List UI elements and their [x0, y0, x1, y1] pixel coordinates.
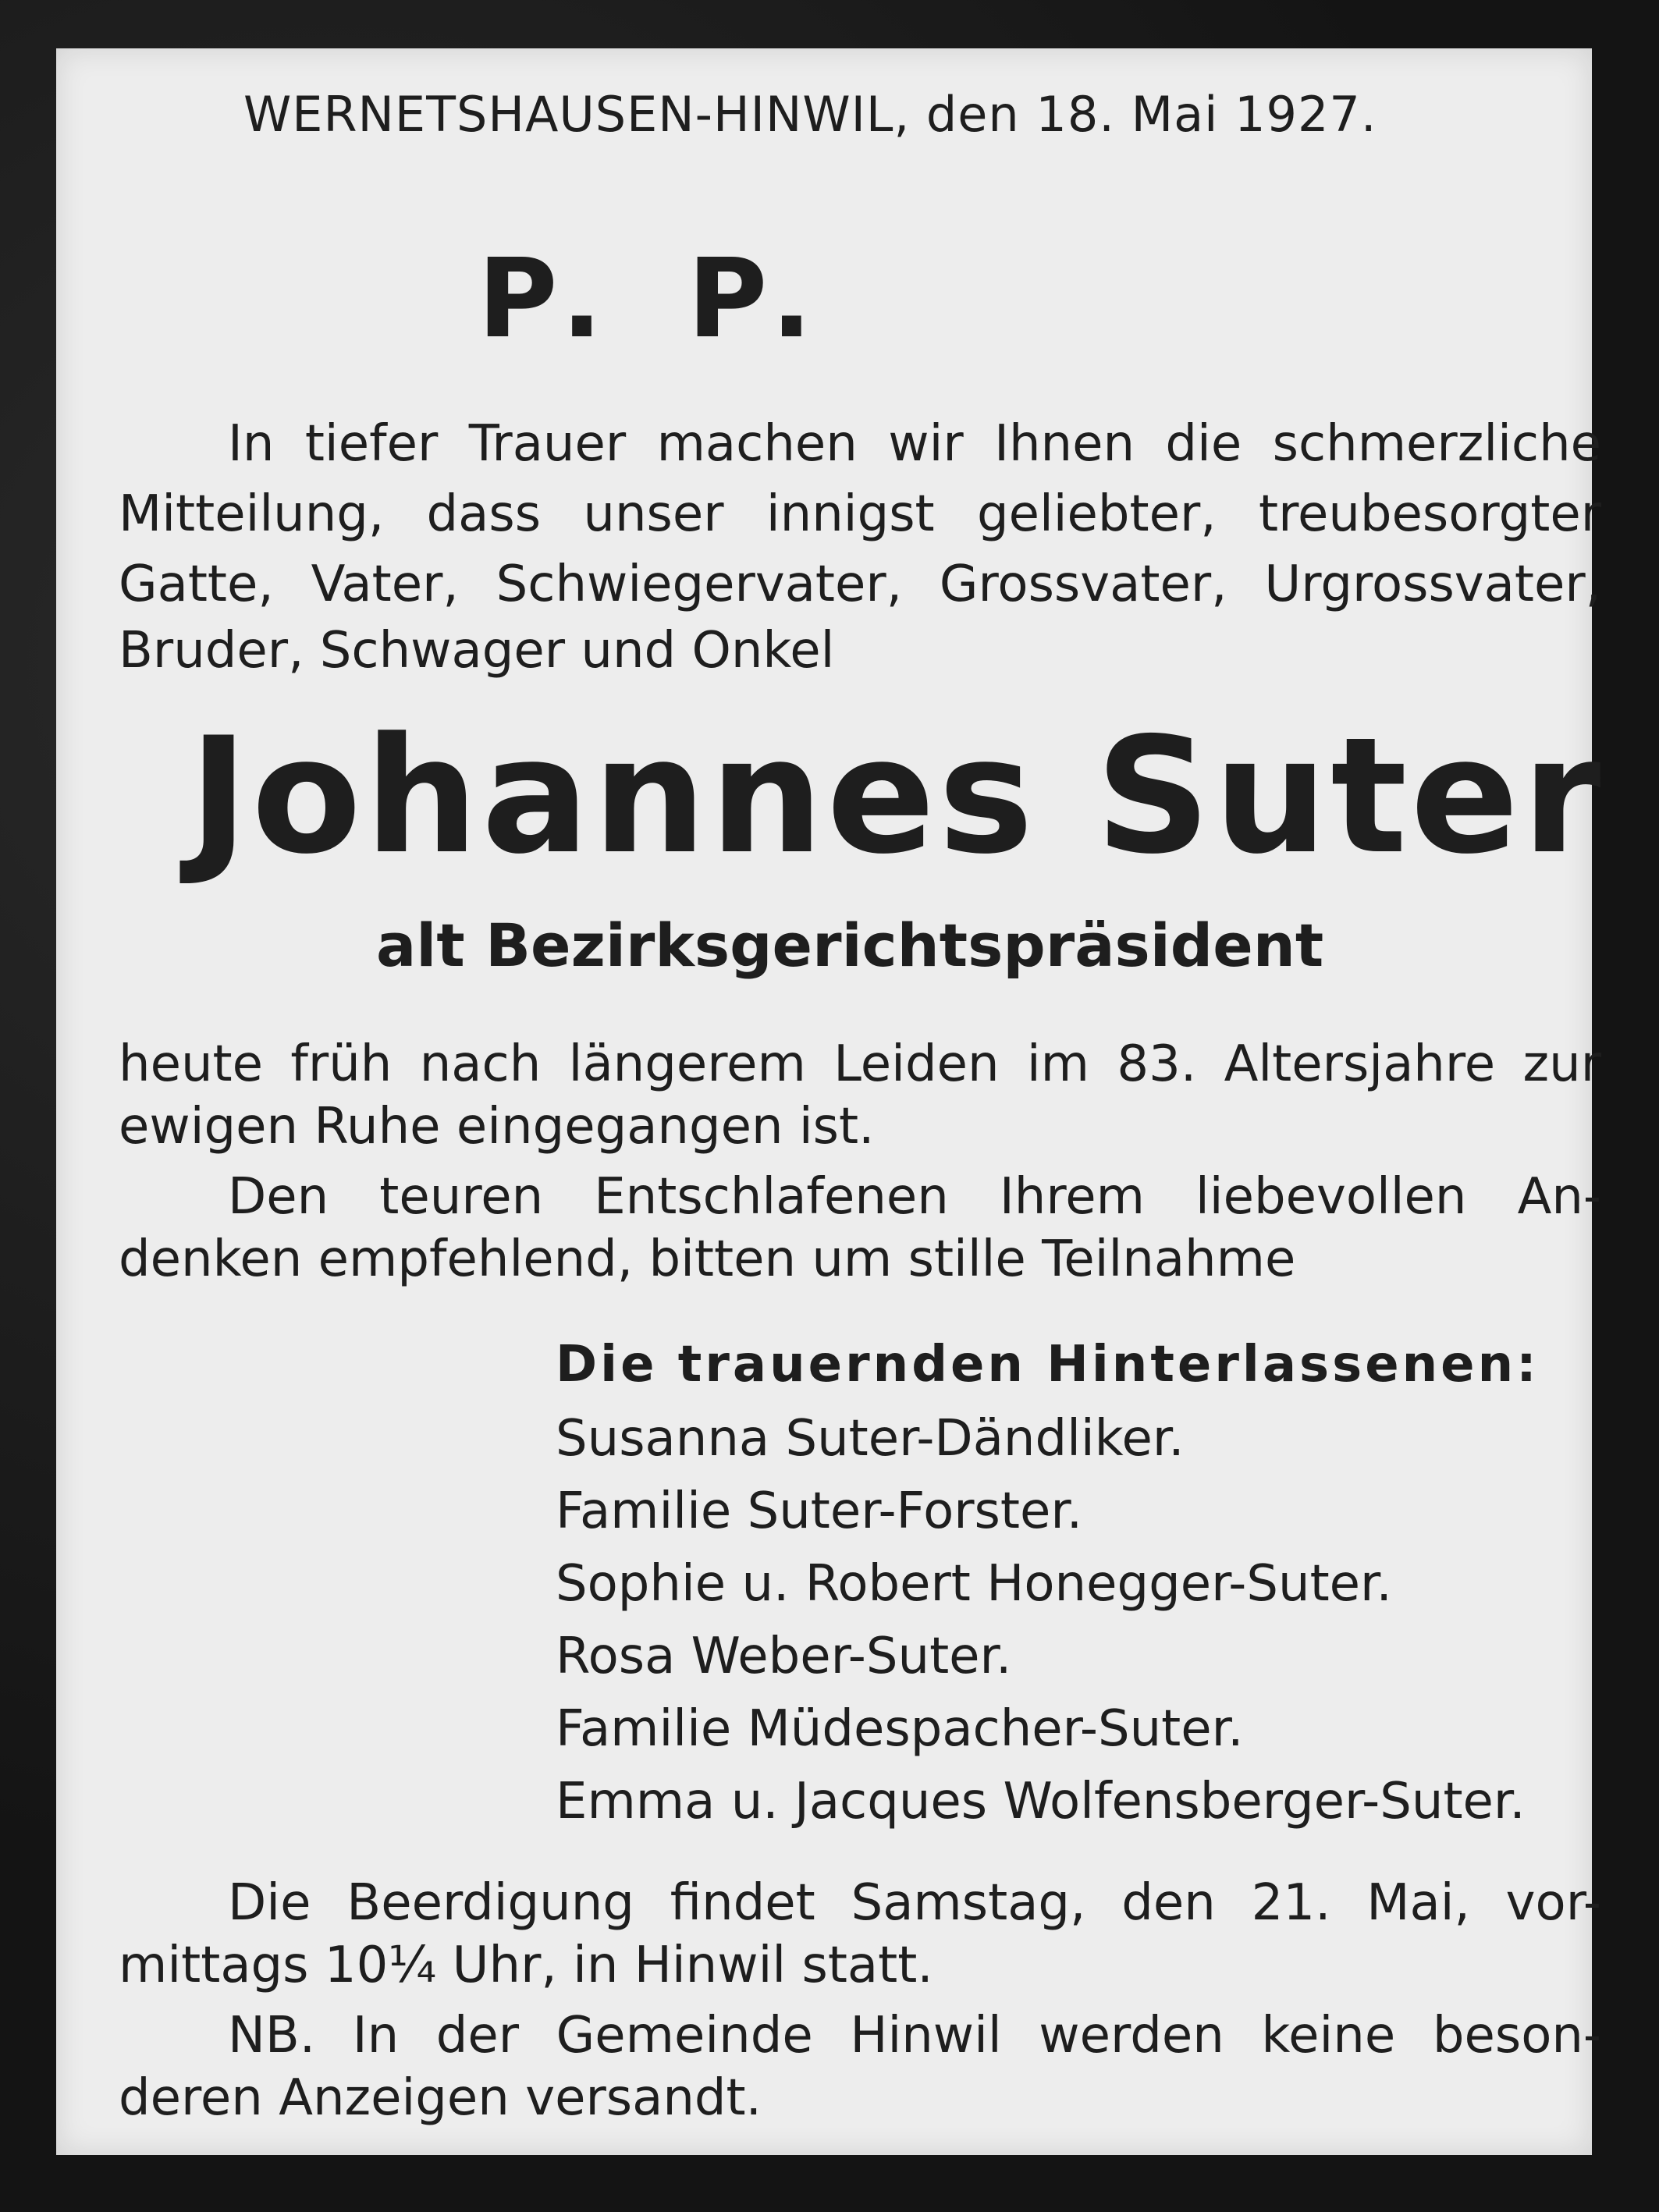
intro-line-3: Gatte, Vater, Schwiegervater, Grossvater, Urgrossvater,: [119, 556, 1601, 613]
request-line-1: Den teuren Entschlafenen Ihrem liebevollen An-: [228, 1168, 1601, 1226]
bereaved-member: Emma u. Jacques Wolfensberger-Suter.: [556, 1773, 1526, 1830]
intro-line-2: Mitteilung, dass unser innigst geliebter, treubesorgter: [119, 485, 1601, 543]
deceased-title: alt Bezirksgerichtspräsident: [376, 911, 1324, 980]
funeral-line-1: Die Beerdigung findet Samstag, den 21. Mai, vor-: [228, 1874, 1601, 1932]
bereaved-heading: Die trauernden Hinterlassenen:: [556, 1336, 1540, 1394]
request-line-2: denken empfehlend, bitten um stille Teilnahme: [119, 1230, 1296, 1288]
dateline: WERNETSHAUSEN-HINWIL, den 18. Mai 1927.: [243, 86, 1377, 143]
salutation: P. P.: [478, 236, 836, 363]
bereaved-member: Sophie u. Robert Honegger-Suter.: [556, 1555, 1392, 1613]
deceased-name: Johannes Suter: [189, 704, 1604, 889]
intro-line-4: Bruder, Schwager und Onkel: [119, 622, 835, 680]
bereaved-member: Familie Suter-Forster.: [556, 1482, 1083, 1540]
funeral-line-2: mittags 10¼ Uhr, in Hinwil statt.: [119, 1937, 933, 1994]
passing-line-1: heute früh nach längerem Leiden im 83. Altersjahre zur: [119, 1035, 1601, 1093]
passing-line-2: ewigen Ruhe eingegangen ist.: [119, 1098, 875, 1156]
death-notice: [56, 48, 1604, 2155]
bereaved-member: Familie Müdespacher-Suter.: [556, 1700, 1244, 1758]
bereaved-member: Susanna Suter-Dändliker.: [556, 1410, 1185, 1468]
bereaved-member: Rosa Weber-Suter.: [556, 1628, 1012, 1685]
intro-line-1: In tiefer Trauer machen wir Ihnen die schmerzliche: [228, 415, 1601, 473]
nb-line-1: NB. In der Gemeinde Hinwil werden keine beson-: [228, 2007, 1601, 2065]
nb-line-2: deren Anzeigen versandt.: [119, 2069, 762, 2127]
